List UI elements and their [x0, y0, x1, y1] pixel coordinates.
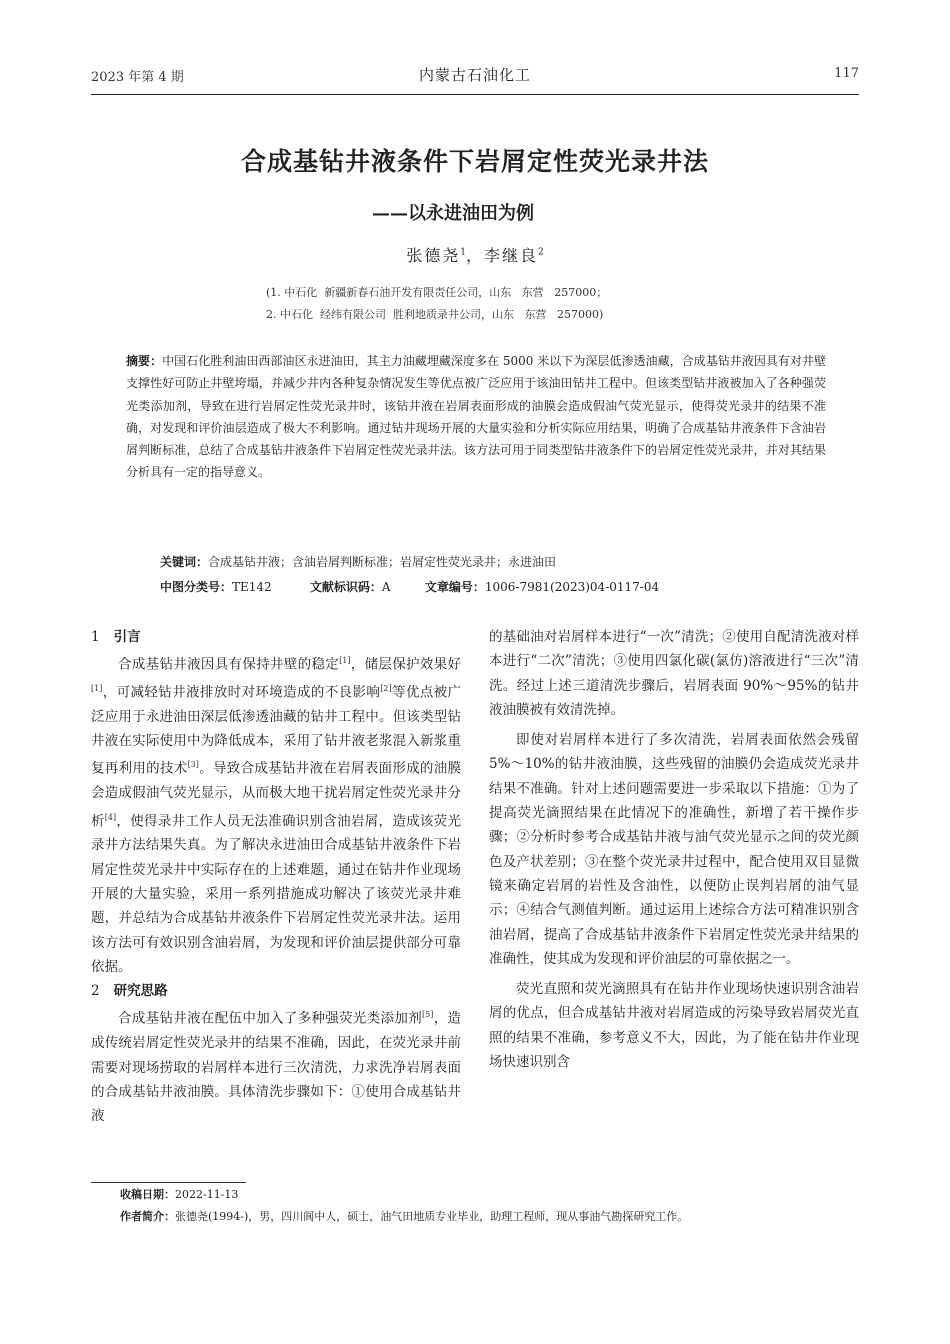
body-paragraph: 即使对岩屑样本进行了多次清洗，岩屑表面依然会残留 5%～10%的钻井液油膜，这些残留的油膜仍会造成荧光录井结果不准确。针对上述问题需要进一步采取以下措施：①为了提高荧光滴照结果在此情况下的准确性，新增了若干操作步骤；②分析时参考合成基钻井液与油气荧光显示之间的荧光颜色及产状差别；③在整个荧光录井过程中，配合使用双目显微镜来确定岩屑的岩性及含油性，以便防止误判岩屑的油气显示；④结合气测值判断。通过运用上述综合方法可精准识别含油岩屑，提高了合成基钻井液条件下岩屑定性荧光录井结果的准确性，使其成为发现和评价油层的可靠依据之一。	[489, 732, 859, 967]
body-text: 等优点被广泛应用于永进油田深层低渗透油藏的钻井工程中。但该类型钻井液在实际使用中为降低成本，采用了钻井液老浆混入新浆重复再利用的技术	[91, 684, 462, 777]
received-date	[120, 1186, 238, 1202]
body-paragraph	[91, 649, 461, 979]
section-number: 2	[91, 983, 100, 1000]
doc-code-label: 文献标识码：	[309, 580, 382, 594]
journal-name: 内蒙古石油化工	[418, 66, 531, 84]
body-paragraph: 的基础油对岩屑样本进行“一次”清洗；②使用自配清洗液对样本进行“二次”清洗；③使用四氯化碳(氯仿)溶液进行“三次”清洗。经过上述三道清洗步骤后，岩屑表面 90%～95%的钻井液油膜被有效清洗掉。	[489, 629, 859, 718]
body-text: 。导致合成基钻井液在岩屑表面形成的油膜会造成假油气荧光显示，从而极大地干扰岩屑定性荧光录井分析	[91, 760, 462, 830]
body-text: ，使得录井工作人员无法准确识别含油岩屑，造成该荧光录井方法结果失真。为了解决永进油田合成基钻井液条件下岩屑定性荧光录井中实际存在的上述难题，通过在钻井作业现场开展的大量实验，采用一系列措施成功解决了该荧光录井难题，并总结为合成基钻井液条件下岩屑定性荧光录井法。运用该方法可有效识别含油岩屑，为发现和评价油层提供部分可靠依据。	[91, 813, 462, 975]
section-title: 引言	[113, 629, 141, 645]
section-heading-introduction	[91, 625, 461, 649]
citation-ref: [1]	[91, 684, 103, 694]
citation-ref: [2]	[380, 684, 392, 694]
section-number: 1	[91, 629, 100, 645]
body-text: ，造成传统岩屑定性荧光录井的结果不准确，因此，在荧光录井前需要对现场捞取的岩屑样本进行三次清洗，力求洗净岩屑表面的合成基钻井液油膜。具体清洗步骤如下：①使用合成基钻井液	[91, 1010, 462, 1125]
issue-label: 2023 年第 4 期	[91, 70, 184, 85]
citation-ref: [3]	[187, 760, 199, 770]
author-name: 张德尧	[406, 246, 461, 265]
author-affiliation-mark: 1	[460, 247, 466, 258]
author-bio-text: 张德尧(1994-)，男，四川阆中人，硕士，油气田地质专业毕业，助理工程师，现从事油气勘探研究工作。	[175, 1210, 689, 1223]
body-paragraph	[91, 1003, 461, 1128]
footnote-divider	[91, 1182, 246, 1183]
keywords-label: 关键词：	[160, 555, 209, 569]
body-text: 合成基钻井液因具有保持井壁的稳定	[118, 656, 340, 673]
citation-ref: [5]	[422, 1010, 434, 1020]
abstract-label: 摘要：	[126, 354, 163, 368]
abstract-text: 中国石化胜利油田西部油区永进油田，其主力油藏埋藏深度多在 5000 米以下为深层低渗透油藏，合成基钻井液因具有对井壁支撑性好可防止井壁垮塌，并减少井内各种复杂情况发生等优点被广泛应用于该油田钻井工程中。但该类型钻井液被加入了各种强荧光类添加剂，导致在进行岩屑定性荧光录井时，该钻井液在岩屑表面形成的油膜会造成假油气荧光显示，使得荧光录井的结果不准确，对发现和评价油层造成了极大不利影响。通过钻井现场开展的大量实验和分析实际应用结果，明确了合成基钻井液条件下含油岩屑判断标准，总结了合成基钻井液条件下岩屑定性荧光录井法。该方法可用于同类型钻井液条件下的岩屑定性荧光录井，并对其结果分析具有一定的指导意义。	[126, 354, 826, 480]
keywords-text: 合成基钻井液；含油岩屑判断标准；岩屑定性荧光录井；永进油田	[208, 555, 557, 569]
classification-line	[160, 578, 659, 595]
page-number: 117	[834, 66, 859, 81]
doc-code-value: A	[381, 580, 391, 594]
body-text: ，储层保护效果好	[350, 656, 462, 673]
paper-subtitle: ——以永进油田为例	[372, 203, 534, 224]
author-list	[0, 243, 950, 266]
author-separator: ，	[465, 246, 484, 265]
received-label: 收稿日期：	[120, 1188, 175, 1201]
author-bio	[120, 1208, 688, 1224]
clc-value: TE142	[232, 580, 272, 594]
abstract	[126, 350, 826, 484]
article-number-label: 文章编号：	[424, 580, 485, 594]
header-divider	[91, 94, 859, 95]
body-paragraph: 荧光直照和荧光滴照具有在钻井作业现场快速识别含油岩屑的优点，但合成基钻井液对岩屑造成的污染导致岩屑荧光直照的结果不准确，参考意义不大，因此，为了能在钻井作业现场快速识别含	[489, 981, 859, 1071]
affiliation-line: 2. 中石化 经纬有限公司 胜利地质录井公司，山东 东营 257000)	[266, 308, 604, 321]
author-name: 李继良	[484, 246, 539, 265]
body-text: 合成基钻井液在配伍中加入了多种强荧光类添加剂	[118, 1010, 423, 1027]
right-column	[489, 625, 859, 1074]
author-affiliation-mark: 2	[538, 247, 544, 258]
section-heading-research-approach	[91, 979, 461, 1003]
section-title: 研究思路	[113, 983, 168, 1000]
affiliation-line: (1. 中石化 新疆新春石油开发有限责任公司，山东 东营 257000；	[266, 286, 608, 299]
keywords	[160, 553, 556, 570]
body-text: ，可减轻钻井液排放时对环境造成的不良影响	[102, 684, 381, 701]
paper-title: 合成基钻井液条件下岩屑定性荧光录井法	[240, 147, 709, 176]
left-column	[91, 625, 461, 1128]
received-value: 2022-11-13	[175, 1188, 239, 1201]
citation-ref: [1]	[339, 656, 351, 666]
clc-label: 中图分类号：	[160, 580, 233, 594]
author-bio-label: 作者简介：	[120, 1210, 175, 1223]
article-number-value: 1006-7981(2023)04-0117-04	[484, 580, 660, 594]
citation-ref: [4]	[104, 812, 117, 822]
